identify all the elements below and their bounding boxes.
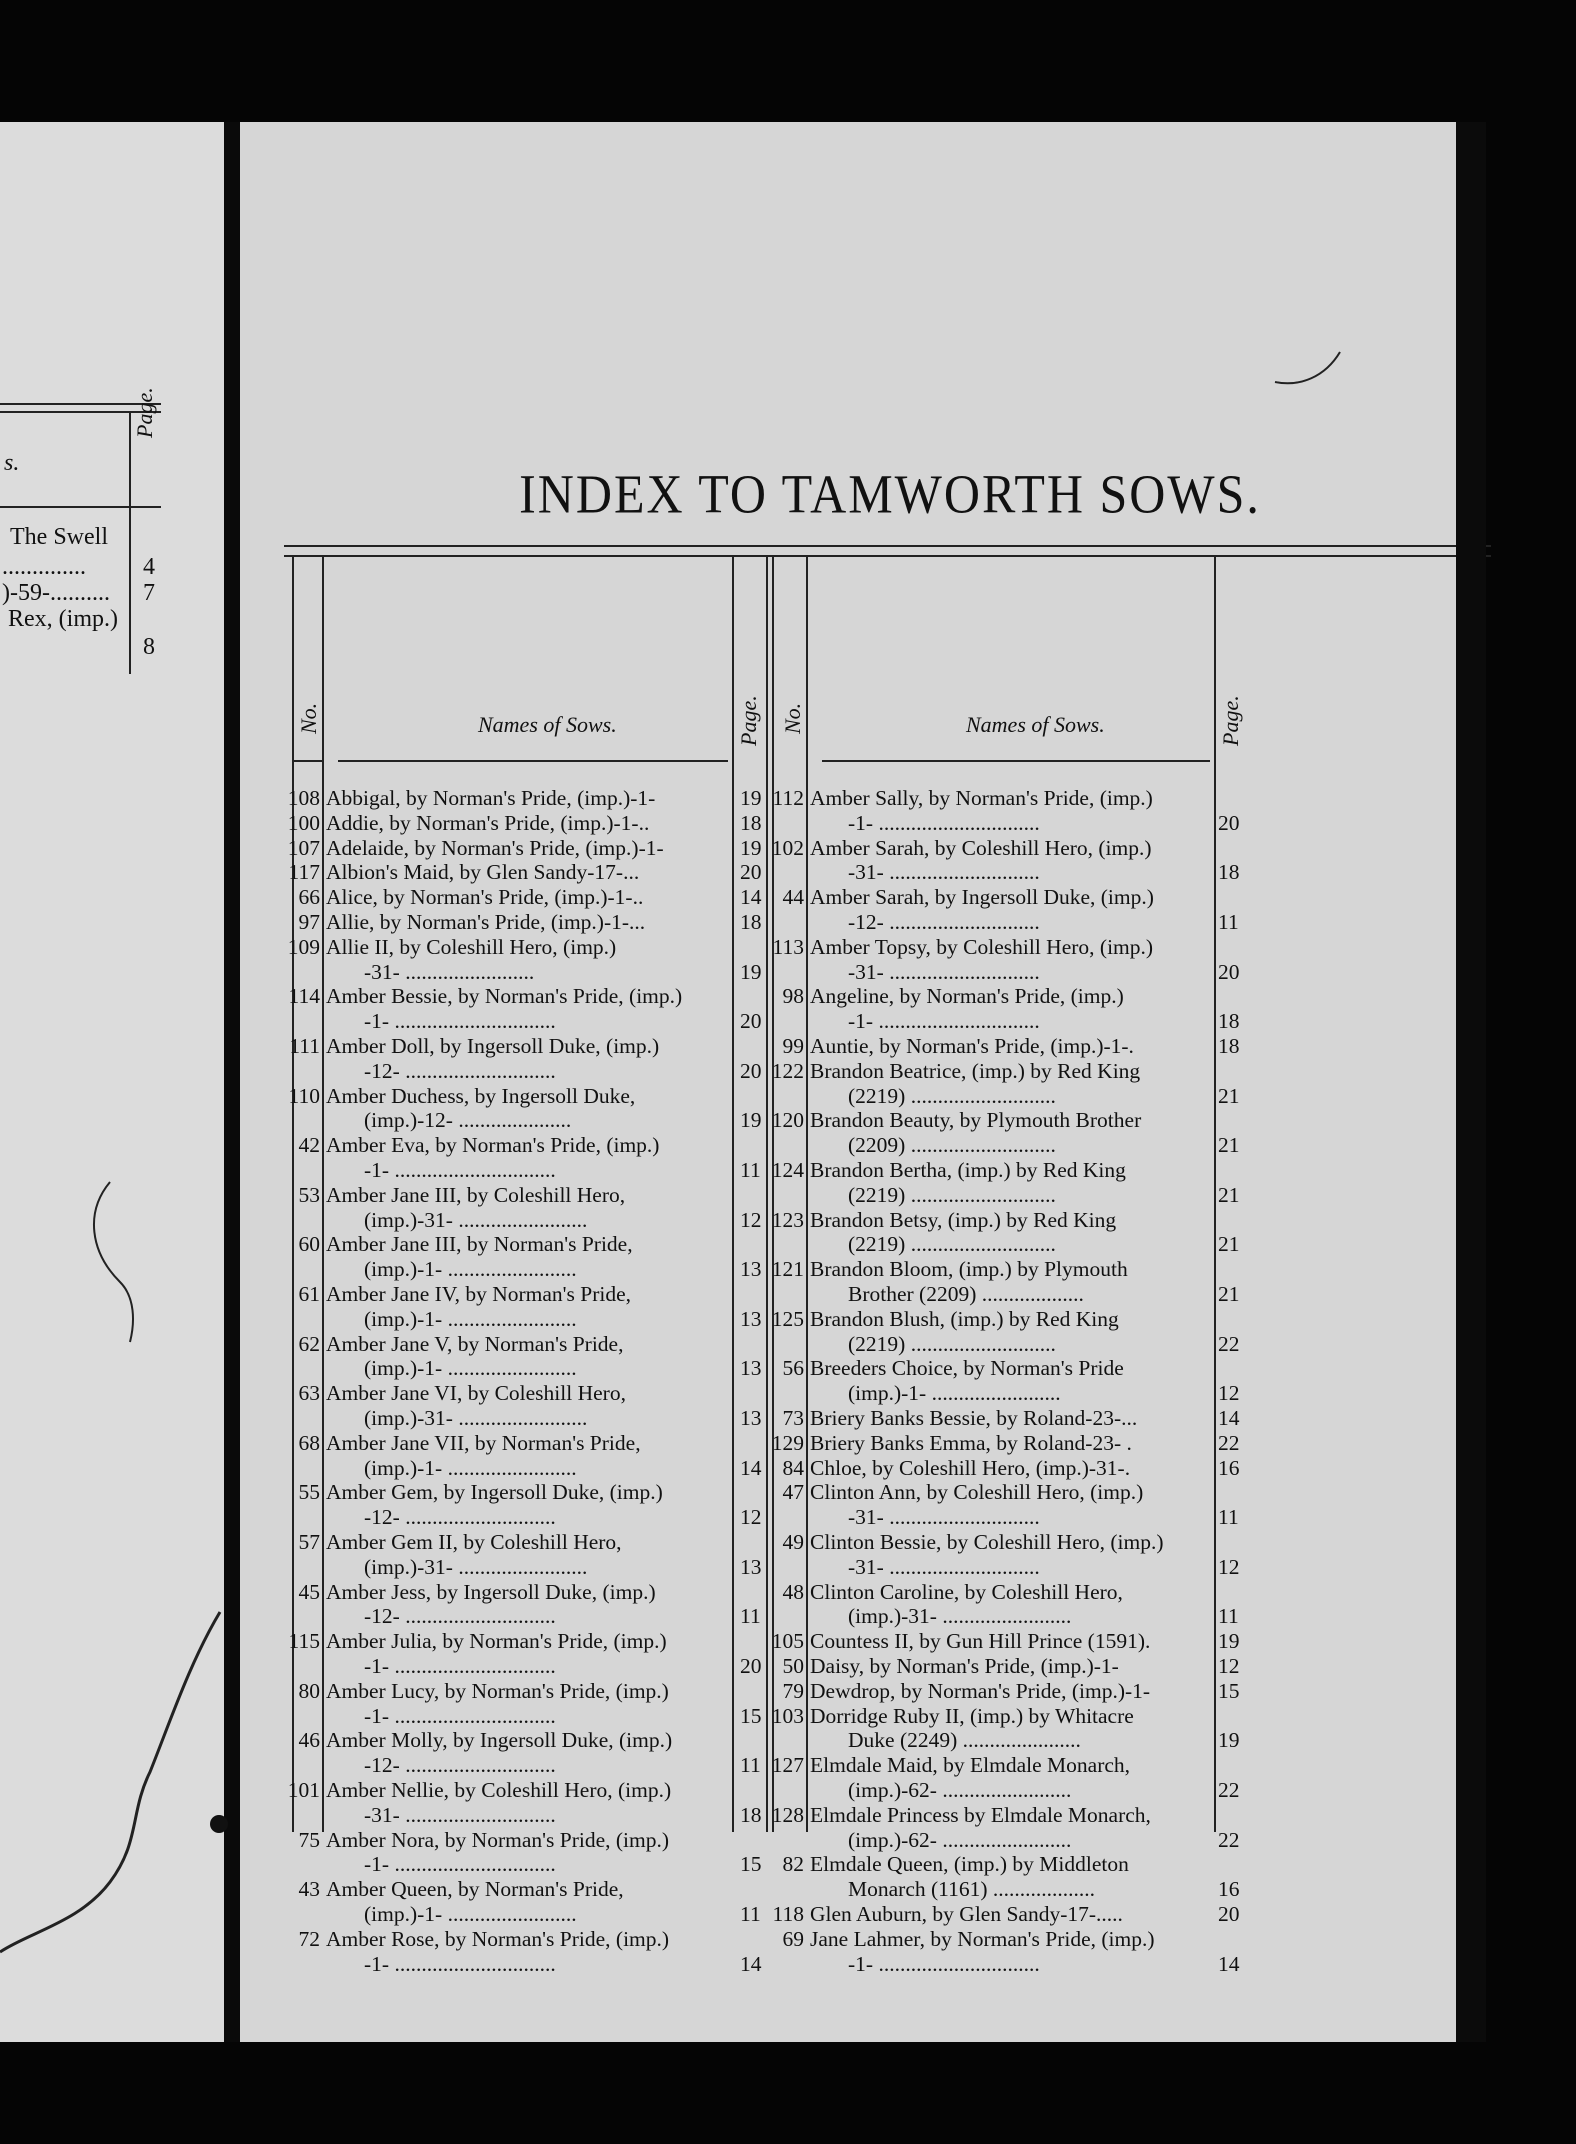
entry-page-number: 14: [740, 1951, 762, 1976]
entry-page-number: 22: [1218, 1827, 1240, 1852]
entry-number: 103: [771, 1703, 804, 1728]
entry-page-number: 22: [1218, 1430, 1240, 1455]
right-index-column: [771, 556, 1308, 1976]
index-entry: [772, 1059, 1292, 1109]
entry-page-number: 21: [1218, 1232, 1240, 1257]
sow-name: Briery Banks Bessie, by Roland-23-...: [810, 1406, 1138, 1430]
entry-page-number: 13: [740, 1356, 762, 1381]
sow-name: Dorridge Ruby II, (imp.) by Whitacre: [810, 1703, 1134, 1728]
entry-page-number: 13: [740, 1257, 762, 1282]
entry-number: 122: [771, 1058, 804, 1083]
left-page-page-number: 4: [143, 554, 155, 580]
entry-number: 80: [298, 1678, 320, 1703]
entry-number: 47: [782, 1480, 804, 1505]
entry-page-number: 19: [740, 786, 762, 810]
index-entry: [292, 1431, 792, 1481]
sow-name-continued: Duke (2249) ......................: [848, 1728, 1081, 1753]
sow-name: Dewdrop, by Norman's Pride, (imp.)-1-: [810, 1678, 1151, 1703]
index-entry: [772, 836, 1292, 886]
sow-name: Amber Doll, by Ingersoll Duke, (imp.): [326, 1034, 660, 1058]
sow-name: Amber Molly, by Ingersoll Duke, (imp.): [326, 1728, 673, 1753]
sow-name: Auntie, by Norman's Pride, (imp.)-1-.: [810, 1034, 1134, 1058]
index-entry: [287, 835, 792, 861]
entry-number: 117: [288, 860, 320, 885]
sow-name: Brandon Beatrice, (imp.) by Red King: [810, 1058, 1141, 1083]
entry-page-number: 22: [1218, 1777, 1240, 1802]
entry-page-number: 18: [740, 1802, 762, 1827]
entry-number: 75: [298, 1827, 320, 1852]
page-edge: [1456, 122, 1486, 2042]
sow-name-continued: (imp.)-31- ........................: [364, 1405, 588, 1430]
sow-name: Daisy, by Norman's Pride, (imp.)-1-: [810, 1654, 1119, 1678]
sow-name-continued: -1- ..............................: [848, 810, 1040, 835]
index-entry: [292, 1480, 792, 1530]
sow-name: Amber Jane III, by Coleshill Hero,: [326, 1182, 626, 1207]
margin-scratch: [1270, 332, 1360, 392]
index-entry: [292, 1381, 792, 1431]
sow-name-continued: Brother (2209) ...................: [848, 1281, 1084, 1306]
index-entry: [288, 1083, 792, 1134]
left-page-page-number: 8: [143, 634, 155, 660]
entry-page-number: 11: [1218, 1505, 1239, 1530]
entry-number: 100: [287, 810, 320, 835]
index-entry: [772, 1356, 1292, 1406]
sow-name: Addie, by Norman's Pride, (imp.)-1-..: [326, 810, 650, 835]
entry-number: 56: [782, 1356, 804, 1381]
margin-scratch: [80, 1172, 160, 1352]
index-entry: [292, 1133, 792, 1183]
entry-page-number: 14: [740, 885, 762, 910]
left-page-column-rule: [129, 412, 131, 674]
entry-number: 125: [771, 1306, 804, 1331]
entry-number: 123: [771, 1207, 804, 1232]
entry-page-number: 21: [1218, 1083, 1240, 1108]
sow-name-continued: (imp.)-1- ........................: [848, 1381, 1061, 1406]
sow-name: Jane Lahmer, by Norman's Pride, (imp.): [810, 1926, 1155, 1951]
sow-name-continued: (imp.)-31- ........................: [364, 1554, 588, 1579]
sow-name-continued: -12- ............................: [364, 1058, 556, 1083]
sow-name-continued: -12- ............................: [364, 1505, 556, 1530]
entry-number: 110: [288, 1083, 320, 1108]
index-entry: [772, 786, 1292, 836]
sow-name-continued: -1- ..............................: [364, 1852, 556, 1877]
entry-page-number: 11: [740, 1901, 761, 1926]
entry-page-number: 11: [1218, 1604, 1239, 1629]
sow-name: Amber Jane V, by Norman's Pride,: [326, 1331, 624, 1356]
entry-page-number: 18: [1218, 1009, 1240, 1034]
entry-number: 127: [771, 1753, 804, 1778]
index-entry: [772, 1456, 1292, 1481]
sow-name: Albion's Maid, by Glen Sandy-17-...: [326, 860, 640, 885]
sow-name: Abbigal, by Norman's Pride, (imp.)-1-: [326, 786, 656, 810]
entry-page-number: 20: [740, 1009, 762, 1034]
sow-name: Amber Jane IV, by Norman's Pride,: [326, 1282, 632, 1306]
sow-name-continued: -1- ..............................: [848, 1951, 1040, 1976]
no-column-header: No.: [780, 702, 805, 734]
index-entry: [772, 1257, 1292, 1307]
sow-name: Breeders Choice, by Norman's Pride: [810, 1356, 1124, 1381]
entry-number: 62: [298, 1331, 320, 1356]
entry-page-number: 20: [1218, 959, 1240, 984]
entry-page-number: 13: [740, 1306, 762, 1331]
sow-name: Amber Eva, by Norman's Pride, (imp.): [326, 1133, 660, 1158]
sow-name: Brandon Beauty, by Plymouth Brother: [810, 1108, 1142, 1133]
entry-page-number: 11: [1218, 909, 1239, 934]
header-rule: [338, 760, 728, 762]
names-column-header: Names of Sows.: [478, 712, 617, 737]
sow-name-continued: -1- ..............................: [364, 1009, 556, 1034]
entry-page-number: 20: [740, 1058, 762, 1083]
sow-name: Chloe, by Coleshill Hero, (imp.)-31-.: [810, 1455, 1131, 1480]
sow-name-continued: -1- ..............................: [364, 1951, 556, 1976]
entry-number: 82: [782, 1852, 804, 1877]
index-entry: [292, 1332, 792, 1382]
index-entry: [292, 1679, 792, 1729]
entry-number: 69: [782, 1926, 804, 1951]
index-entry: [292, 1828, 792, 1878]
entry-page-number: 22: [1218, 1331, 1240, 1356]
sow-name-continued: -1- ..............................: [848, 1009, 1040, 1034]
entry-number: 72: [298, 1926, 320, 1951]
entry-page-number: 14: [740, 1455, 762, 1480]
entry-page-number: 18: [740, 910, 762, 934]
entry-number: 128: [771, 1802, 804, 1827]
sow-name: Amber Jane III, by Norman's Pride,: [326, 1232, 633, 1257]
entry-number: 61: [298, 1282, 320, 1306]
index-page: [240, 122, 1456, 2042]
sow-name-continued: -12- ............................: [848, 909, 1040, 934]
entry-page-number: 14: [1218, 1406, 1240, 1430]
sow-name-continued: (imp.)-31- ........................: [848, 1604, 1072, 1629]
entry-number: 45: [298, 1579, 320, 1604]
entry-number: 118: [772, 1902, 804, 1926]
entry-page-number: 16: [1218, 1455, 1240, 1480]
index-entry: [287, 1778, 792, 1828]
sow-name: Allie, by Norman's Pride, (imp.)-1-...: [326, 910, 646, 934]
sow-name: Clinton Ann, by Coleshill Hero, (imp.): [810, 1480, 1144, 1505]
sow-name: Amber Gem II, by Coleshill Hero,: [326, 1530, 622, 1554]
entry-number: 55: [298, 1480, 320, 1505]
sow-name-continued: -1- ..............................: [364, 1703, 556, 1728]
index-entry: [292, 1282, 792, 1332]
sow-name: Elmdale Princess by Elmdale Monarch,: [810, 1802, 1151, 1827]
sow-name: Amber Jane VI, by Coleshill Hero,: [326, 1381, 626, 1406]
entry-number: 99: [782, 1034, 804, 1058]
entry-page-number: 11: [740, 1604, 761, 1629]
index-entry: [772, 1654, 1292, 1679]
index-entry: [772, 1753, 1292, 1803]
entry-number: 44: [782, 885, 804, 910]
sow-name: Amber Bessie, by Norman's Pride, (imp.): [326, 984, 683, 1009]
sow-name-continued: (imp.)-1- ........................: [364, 1306, 577, 1331]
index-entry: [772, 1927, 1292, 1977]
entry-page-number: 13: [740, 1554, 762, 1579]
names-column-header: Names of Sows.: [966, 712, 1105, 737]
sow-name: Amber Gem, by Ingersoll Duke, (imp.): [326, 1480, 663, 1505]
entry-page-number: 20: [1218, 1902, 1240, 1926]
page-title: INDEX TO TAMWORTH SOWS.: [519, 463, 1261, 525]
entry-page-number: 15: [740, 1703, 762, 1728]
entry-page-number: 12: [1218, 1381, 1240, 1406]
index-entry: [772, 1480, 1292, 1530]
index-entry: [772, 1803, 1292, 1853]
sow-name-continued: -31- ............................: [848, 959, 1040, 984]
sow-name-continued: (2209) ...........................: [848, 1133, 1056, 1158]
entry-page-number: 16: [1218, 1877, 1240, 1902]
entry-number: 111: [289, 1034, 320, 1058]
sow-name: Amber Lucy, by Norman's Pride, (imp.): [326, 1678, 669, 1703]
entry-number: 50: [782, 1654, 804, 1678]
index-entry: [292, 1580, 792, 1630]
index-entry: [772, 1307, 1292, 1357]
sow-name-continued: -1- ..............................: [364, 1157, 556, 1182]
left-page-page-number: 7: [143, 580, 155, 606]
left-page-head-rule: [0, 506, 161, 508]
sow-name: Amber Sarah, by Coleshill Hero, (imp.): [810, 835, 1152, 860]
sow-name: Countess II, by Gun Hill Prince (1591).: [810, 1629, 1151, 1654]
sow-name: Amber Nora, by Norman's Pride, (imp.): [326, 1827, 670, 1852]
entry-page-number: 21: [1218, 1182, 1240, 1207]
index-entry: [288, 984, 792, 1034]
entry-number: 48: [782, 1579, 804, 1604]
index-entry: [772, 1431, 1292, 1456]
entry-number: 129: [771, 1430, 804, 1455]
entry-number: 120: [771, 1108, 804, 1133]
index-entry: [772, 885, 1292, 935]
index-entry: [287, 810, 792, 836]
sow-name: Amber Topsy, by Coleshill Hero, (imp.): [810, 934, 1154, 959]
sow-name-continued: (imp.)-1- ........................: [364, 1356, 577, 1381]
sow-name-continued: (imp.)-62- ........................: [848, 1777, 1072, 1802]
entry-number: 53: [298, 1182, 320, 1207]
left-page-page-header: Page.: [132, 387, 157, 438]
index-entry: [772, 1406, 1292, 1431]
sow-name-continued: -31- ............................: [848, 1554, 1040, 1579]
index-entry: [287, 934, 792, 985]
entry-number: 60: [298, 1232, 320, 1257]
sow-name: Brandon Bertha, (imp.) by Red King: [810, 1158, 1126, 1182]
sow-name-continued: -31- ............................: [364, 1802, 556, 1827]
binding-dot: [210, 1815, 228, 1833]
entry-page-number: 14: [1218, 1951, 1240, 1976]
page-column-header: Page.: [1218, 695, 1243, 746]
entry-number: 42: [298, 1133, 320, 1158]
index-entry: [292, 1183, 792, 1233]
sow-name-continued: (imp.)-31- ........................: [364, 1207, 588, 1232]
sow-name: Briery Banks Emma, by Roland-23- .: [810, 1430, 1132, 1455]
entry-number: 102: [771, 835, 804, 860]
index-entry: [292, 1232, 792, 1282]
entry-number: 66: [298, 885, 320, 910]
index-entry: [772, 1530, 1292, 1580]
entry-number: 115: [288, 1629, 320, 1654]
entry-number: 109: [287, 934, 320, 959]
index-entry: [772, 1034, 1292, 1059]
sow-name-continued: -31- ............................: [848, 1505, 1040, 1530]
sow-name-continued: (2219) ...........................: [848, 1083, 1056, 1108]
sow-name-continued: (imp.)-62- ........................: [848, 1827, 1072, 1852]
entry-number: 97: [298, 910, 320, 934]
left-page-line: Rex, (imp.): [8, 606, 118, 632]
index-entry: [772, 1158, 1292, 1208]
page-column-header: Page.: [736, 695, 761, 746]
entry-page-number: 15: [740, 1852, 762, 1877]
sow-name-continued: (imp.)-12- .....................: [364, 1108, 572, 1133]
entry-page-number: 20: [740, 1653, 762, 1678]
entry-page-number: 19: [740, 959, 762, 984]
sow-name: Brandon Bloom, (imp.) by Plymouth: [810, 1257, 1128, 1282]
entry-page-number: 18: [1218, 860, 1240, 885]
sow-name-continued: (imp.)-1- ........................: [364, 1455, 577, 1480]
sow-name: Glen Auburn, by Glen Sandy-17-.....: [810, 1902, 1123, 1926]
entry-number: 121: [771, 1257, 804, 1282]
index-entry: [772, 1580, 1292, 1630]
entry-number: 46: [298, 1728, 320, 1753]
entry-page-number: 13: [740, 1405, 762, 1430]
index-entry: [287, 786, 792, 811]
index-entry: [292, 1530, 792, 1580]
sow-name-continued: (imp.)-1- ........................: [364, 1901, 577, 1926]
index-entry: [288, 1629, 792, 1679]
left-page-fragment: [0, 122, 224, 2042]
left-page-line: )-59-..........: [2, 580, 110, 606]
sow-name: Alice, by Norman's Pride, (imp.)-1-..: [326, 885, 644, 910]
entry-number: 63: [298, 1381, 320, 1406]
sow-name: Brandon Blush, (imp.) by Red King: [810, 1306, 1119, 1331]
index-entry: [289, 1034, 792, 1084]
entry-number: 108: [287, 786, 320, 810]
sow-name: Amber Jess, by Ingersoll Duke, (imp.): [326, 1579, 656, 1604]
entry-number: 105: [771, 1629, 804, 1654]
index-entry: [772, 1108, 1292, 1158]
index-entry: [772, 1852, 1292, 1902]
sow-name: Adelaide, by Norman's Pride, (imp.)-1-: [326, 835, 664, 860]
index-entry: [292, 910, 792, 935]
entry-page-number: 11: [740, 1157, 761, 1182]
sow-name-continued: (2219) ...........................: [848, 1232, 1056, 1257]
entry-page-number: 15: [1218, 1678, 1240, 1703]
entry-number: 84: [782, 1455, 804, 1480]
index-entry: [772, 935, 1292, 985]
index-entry: [772, 1208, 1292, 1258]
index-entry: [772, 984, 1292, 1034]
sow-name: Amber Julia, by Norman's Pride, (imp.): [326, 1629, 667, 1654]
entry-page-number: 19: [1218, 1728, 1240, 1753]
header-rule: [822, 760, 1210, 762]
index-entry: [292, 1877, 792, 1927]
index-entry: [772, 1902, 1292, 1927]
index-entry: [292, 1728, 792, 1778]
index-entry: [288, 860, 792, 885]
entry-number: 101: [287, 1778, 320, 1802]
index-entry: [772, 1679, 1292, 1704]
entry-number: 43: [298, 1877, 320, 1902]
no-column-header: No.: [296, 702, 321, 734]
entry-number: 68: [298, 1430, 320, 1455]
sow-name-continued: -31- ............................: [848, 860, 1040, 885]
entry-page-number: 11: [740, 1753, 761, 1778]
sow-name-continued: Monarch (1161) ...................: [848, 1877, 1096, 1902]
book-gutter: [224, 122, 240, 2042]
index-entry: [292, 1927, 792, 1977]
sow-name: Angeline, by Norman's Pride, (imp.): [810, 984, 1124, 1009]
index-entry: [292, 885, 792, 910]
entry-page-number: 20: [740, 860, 762, 885]
entry-page-number: 18: [740, 810, 762, 835]
sow-name-continued: -12- ............................: [364, 1604, 556, 1629]
sow-name: Clinton Bessie, by Coleshill Hero, (imp.): [810, 1530, 1164, 1554]
sow-name: Amber Sarah, by Ingersoll Duke, (imp.): [810, 885, 1154, 910]
entry-page-number: 21: [1218, 1133, 1240, 1158]
header-rule: [292, 760, 322, 762]
entry-page-number: 19: [740, 1108, 762, 1133]
entry-page-number: 12: [740, 1207, 762, 1232]
entry-number: 114: [288, 984, 320, 1009]
entry-page-number: 12: [740, 1505, 762, 1530]
sow-name: Amber Jane VII, by Norman's Pride,: [326, 1430, 641, 1455]
entry-page-number: 21: [1218, 1281, 1240, 1306]
entry-number: 107: [287, 835, 320, 860]
entry-number: 57: [298, 1530, 320, 1554]
entry-page-number: 20: [1218, 810, 1240, 835]
sow-name-continued: (2219) ...........................: [848, 1331, 1056, 1356]
sow-name-continued: -31- ........................: [364, 959, 535, 984]
entry-number: 124: [771, 1158, 804, 1182]
margin-scratch: [0, 1602, 224, 1962]
left-page-line: The Swell: [10, 524, 108, 550]
entry-page-number: 12: [1218, 1654, 1240, 1678]
index-entry: [772, 1704, 1292, 1754]
sow-name: Elmdale Queen, (imp.) by Middleton: [810, 1852, 1129, 1877]
entry-number: 49: [782, 1530, 804, 1554]
entry-number: 79: [782, 1678, 804, 1703]
sow-name: Amber Duchess, by Ingersoll Duke,: [326, 1083, 636, 1108]
sow-name: Elmdale Maid, by Elmdale Monarch,: [810, 1753, 1131, 1778]
sow-name: Amber Rose, by Norman's Pride, (imp.): [326, 1926, 670, 1951]
entry-page-number: 19: [740, 835, 762, 860]
entry-number: 98: [782, 984, 804, 1009]
sow-name-continued: -12- ............................: [364, 1753, 556, 1778]
sow-name-continued: -1- ..............................: [364, 1653, 556, 1678]
sow-name: Amber Queen, by Norman's Pride,: [326, 1877, 624, 1902]
left-page-head-suffix: s.: [4, 450, 20, 476]
sow-name-continued: (2219) ...........................: [848, 1182, 1056, 1207]
entry-number: 73: [782, 1406, 804, 1430]
entry-page-number: 18: [1218, 1034, 1240, 1058]
sow-name: Clinton Caroline, by Coleshill Hero,: [810, 1579, 1123, 1604]
sow-name-continued: (imp.)-1- ........................: [364, 1257, 577, 1282]
sow-name: Allie II, by Coleshill Hero, (imp.): [326, 934, 617, 959]
sow-name: Brandon Betsy, (imp.) by Red King: [810, 1207, 1117, 1232]
entry-number: 113: [772, 934, 804, 959]
index-entry: [772, 1629, 1292, 1654]
left-page-line: ..............: [2, 554, 86, 580]
entry-number: 112: [772, 786, 804, 810]
entry-page-number: 12: [1218, 1554, 1240, 1579]
sow-name: Amber Sally, by Norman's Pride, (imp.): [810, 786, 1153, 810]
entry-page-number: 19: [1218, 1629, 1240, 1654]
sow-name: Amber Nellie, by Coleshill Hero, (imp.): [326, 1778, 672, 1802]
